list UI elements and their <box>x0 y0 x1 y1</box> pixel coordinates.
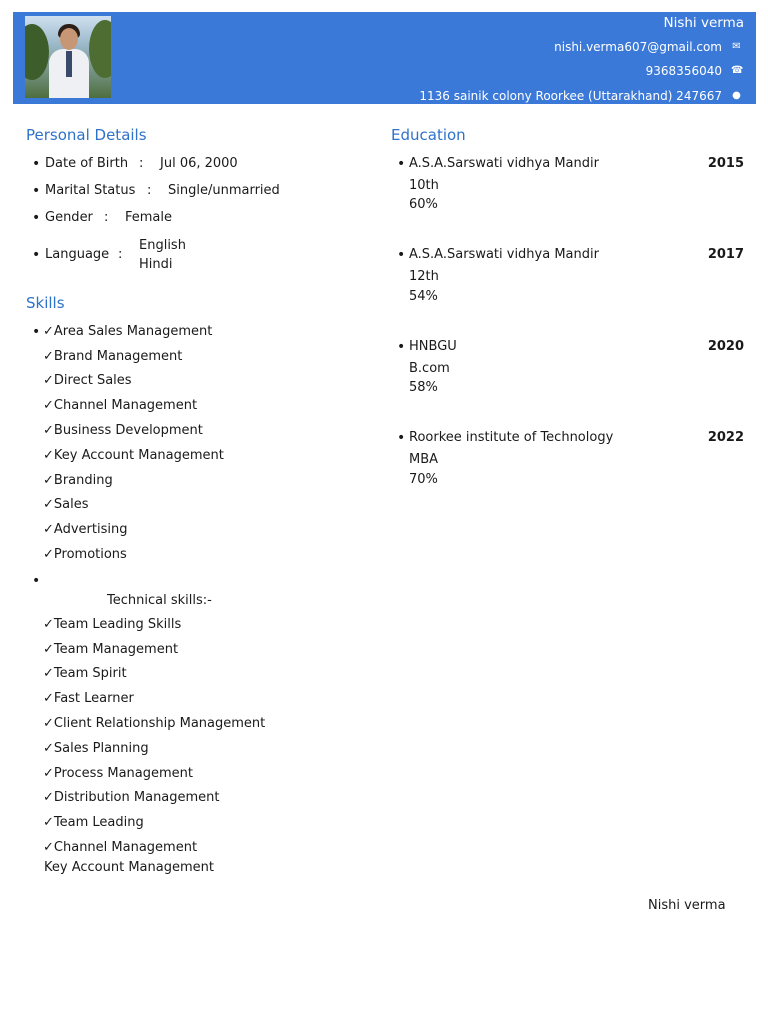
technical-skill-label: Fast Learner <box>53 691 134 706</box>
check-icon: ✓ <box>43 522 54 537</box>
check-icon: ✓ <box>43 766 54 781</box>
technical-skill-item <box>43 840 197 855</box>
skills-title: Skills <box>26 294 65 312</box>
bullet: • <box>32 324 41 340</box>
education-year: 2020 <box>707 339 744 354</box>
technical-skill-item <box>43 790 220 805</box>
education-score: 60% <box>409 197 438 212</box>
gender-value: Female <box>125 210 173 225</box>
header-name: Nishi verma <box>663 15 744 31</box>
education-year: 2015 <box>707 156 744 171</box>
skill-item <box>43 324 212 339</box>
education-title: Education <box>391 126 466 144</box>
technical-skill-label: Distribution Management <box>53 790 220 805</box>
check-icon: ✓ <box>43 666 54 681</box>
check-icon: ✓ <box>43 423 54 438</box>
envelope-icon: ✉ <box>732 41 741 52</box>
technical-skill-label: Process Management <box>53 766 193 781</box>
check-icon: ✓ <box>43 497 54 512</box>
language-item: Hindi <box>139 257 173 272</box>
skill-item <box>43 522 127 537</box>
map-pin-icon: ● <box>732 90 741 101</box>
marital-separator: : <box>147 183 152 198</box>
technical-skill-item <box>43 766 193 781</box>
skill-item <box>43 473 113 488</box>
check-icon: ✓ <box>43 448 54 463</box>
check-icon: ✓ <box>43 840 54 855</box>
check-icon: ✓ <box>43 642 54 657</box>
skill-item <box>43 423 203 438</box>
personal-details-title: Personal Details <box>26 126 147 144</box>
technical-skill-item <box>43 815 144 830</box>
bullet: • <box>32 156 41 172</box>
education-institution: A.S.A.Sarswati vidhya Mandir <box>409 247 599 262</box>
skill-label: Promotions <box>53 547 127 562</box>
skill-label: Key Account Management <box>53 448 224 463</box>
check-icon: ✓ <box>43 547 54 562</box>
technical-skill-label: Team Leading <box>53 815 144 830</box>
bullet: • <box>397 156 406 172</box>
education-level: MBA <box>409 452 439 467</box>
technical-skill-item <box>43 741 149 756</box>
technical-skill-label: Channel Management <box>53 840 198 855</box>
check-icon: ✓ <box>43 617 54 632</box>
check-icon: ✓ <box>43 473 54 488</box>
language-item: English <box>139 238 186 253</box>
bullet: • <box>32 573 41 589</box>
skill-label: Business Development <box>53 423 203 438</box>
photo-tree-right <box>89 20 111 78</box>
language-label: Language <box>45 247 110 262</box>
signature-name: Nishi verma <box>648 898 726 913</box>
check-icon: ✓ <box>43 691 54 706</box>
skill-label: Brand Management <box>53 349 183 364</box>
education-score: 58% <box>409 380 438 395</box>
technical-skill-label: Client Relationship Management <box>53 716 266 731</box>
phone-icon: ☎ <box>731 65 744 76</box>
bullet: • <box>397 430 406 446</box>
education-level: 12th <box>409 269 439 284</box>
bullet: • <box>32 247 41 263</box>
dob-label: Date of Birth <box>45 156 129 171</box>
header-address-row <box>419 89 742 103</box>
skill-label: Branding <box>53 473 113 488</box>
skill-item <box>43 373 132 388</box>
gender-label: Gender <box>45 210 93 225</box>
bullet: • <box>32 210 41 226</box>
skill-item <box>43 349 182 364</box>
skill-label: Sales <box>53 497 89 512</box>
skill-label: Direct Sales <box>53 373 132 388</box>
technical-skill-item <box>43 666 127 681</box>
skill-item <box>43 547 127 562</box>
bullet: • <box>397 247 406 263</box>
header-phone[interactable]: 9368356040 <box>645 64 722 78</box>
marital-label: Marital Status <box>45 183 136 198</box>
skill-label: Channel Management <box>53 398 198 413</box>
skills-trailing-item: Key Account Management <box>44 860 214 875</box>
check-icon: ✓ <box>43 741 54 756</box>
education-institution: A.S.A.Sarswati vidhya Mandir <box>409 156 599 171</box>
education-institution: Roorkee institute of Technology <box>409 430 614 445</box>
photo-tie <box>66 51 72 77</box>
bullet: • <box>32 183 41 199</box>
check-icon: ✓ <box>43 373 54 388</box>
header-email-row <box>554 40 742 54</box>
check-icon: ✓ <box>43 716 54 731</box>
dob-value: Jul 06, 2000 <box>160 156 238 171</box>
check-icon: ✓ <box>43 815 54 830</box>
education-level: B.com <box>409 361 450 376</box>
education-year: 2022 <box>707 430 744 445</box>
technical-skill-item <box>43 642 178 657</box>
marital-value: Single/unmarried <box>168 183 280 198</box>
photo-head <box>60 28 78 50</box>
language-separator: : <box>118 247 123 262</box>
skill-label: Advertising <box>53 522 128 537</box>
education-year: 2017 <box>707 247 744 262</box>
education-level: 10th <box>409 178 439 193</box>
skill-item <box>43 398 197 413</box>
technical-skill-item <box>43 716 265 731</box>
education-institution: HNBGU <box>409 339 457 354</box>
technical-skill-label: Sales Planning <box>53 741 149 756</box>
photo-tree-left <box>25 24 49 80</box>
technical-skill-item <box>43 617 181 632</box>
bullet: • <box>397 339 406 355</box>
skill-item <box>43 448 224 463</box>
technical-skill-label: Team Spirit <box>53 666 127 681</box>
education-score: 70% <box>409 472 438 487</box>
technical-skill-label: Team Management <box>53 642 179 657</box>
education-score: 54% <box>409 289 438 304</box>
skill-item <box>43 497 89 512</box>
header-email[interactable]: nishi.verma607@gmail.com <box>554 40 722 54</box>
gender-separator: : <box>104 210 109 225</box>
technical-skills-heading: Technical skills:- <box>107 593 212 608</box>
header-address: 1136 sainik colony Roorkee (Uttarakhand) 247667 <box>419 89 722 103</box>
technical-skill-label: Team Leading Skills <box>53 617 182 632</box>
check-icon: ✓ <box>43 349 54 364</box>
check-icon: ✓ <box>43 324 54 339</box>
check-icon: ✓ <box>43 790 54 805</box>
technical-skill-item <box>43 691 134 706</box>
dob-separator: : <box>139 156 144 171</box>
header-phone-row <box>646 64 742 78</box>
profile-photo <box>25 16 111 98</box>
skill-label: Area Sales Management <box>53 324 213 339</box>
header-banner <box>13 12 756 104</box>
check-icon: ✓ <box>43 398 54 413</box>
